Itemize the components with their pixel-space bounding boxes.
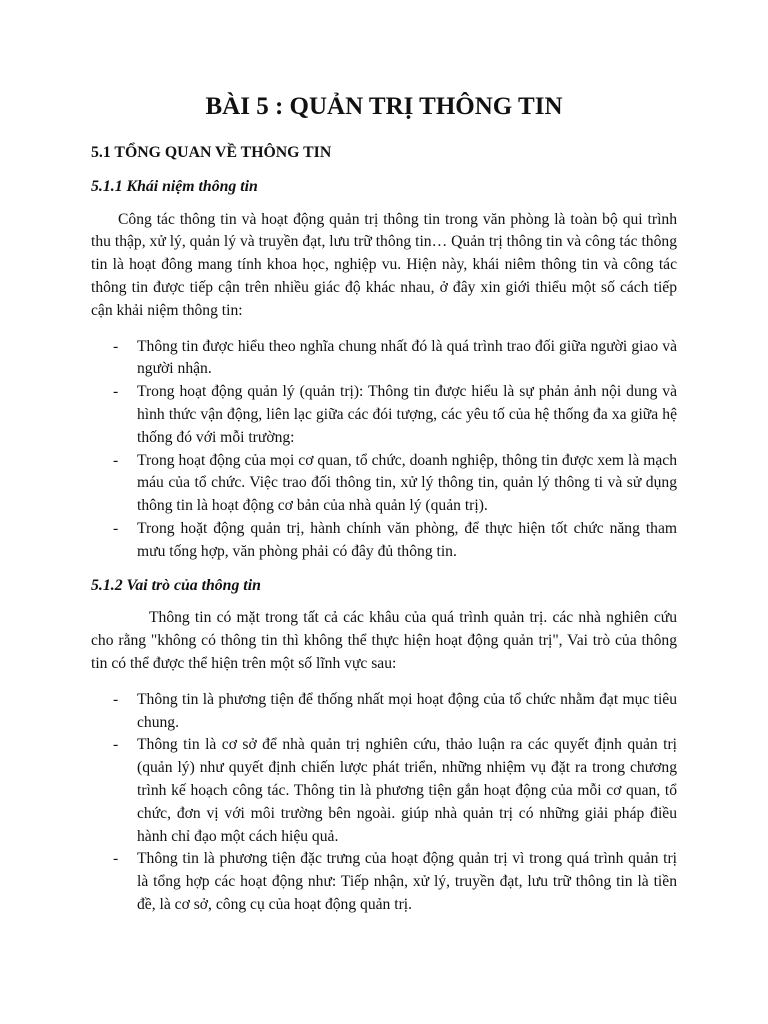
dash-bullet: - xyxy=(113,736,119,754)
dash-bullet: - xyxy=(113,451,119,469)
section-heading: 5.1 TỔNG QUAN VỀ THÔNG TIN xyxy=(91,144,332,161)
dash-bullet: - xyxy=(113,519,119,537)
paragraph-intro-1: Công tác thông tin và hoạt động quản trị thông tin trong văn phòng là toàn bộ qui trình thu thập, xử lý, quản lý và truyền đạt, lưu trữ thông tin… Quản trị thông tin và công tác thông tin là hoạt đông mang tính khoa học, nghiệp vu. Hiện này, khái niêm thông tin và công tác thông tin được tiếp cận trên nhiều giác độ khác nhau, ở đây xin giới thiểu một số cách tiếp cận khải niệm thông tin: xyxy=(91,210,677,319)
dash-bullet: - xyxy=(113,850,119,868)
subsection-heading-1: 5.1.1 Khái niệm thông tin xyxy=(91,177,258,195)
dash-bullet: - xyxy=(113,337,119,355)
list-item-text: Trong hoạt động của mọi cơ quan, tổ chức, doanh nghiệp, thông tin được xem là mạch máu của tổ chức. Việc trao đối thông tin, xử lý thông tin, quản lý thông ti và sử dụng thông tin là hoạt động cơ bản của nhà quản lý (quản trị). xyxy=(137,451,677,515)
paragraph-intro-2: Thông tin có mặt trong tất cả các khâu của quá trình quản trị. các nhà nghiên cứu cho rằng "không có thông tin thì không thể thực hiện hoạt động quản trị", Vai trò của thông tin có thể được thể hiện trên một số lĩnh vực sau: xyxy=(91,609,677,672)
list-item-text: Trong hoạt động quản lý (quản trị): Thông tin được hiểu là sự phản ảnh nội dung và hình thức vận động, liên lạc giữa các đói tượng, các yêu tố của hệ thống đa xa giữa hệ thống đó với mỗi trường: xyxy=(137,383,677,446)
list-item-text: Thông tin là phương tiện đặc trưng của hoạt động quản trị vì trong quá trình quản trị là tổng hợp các hoạt động như: Tiếp nhận, xử lý, truyền đạt, lưu trữ thông tin là tiền đề, là cơ sở, công cụ của hoạt động quản trị. xyxy=(137,850,677,913)
dash-bullet: - xyxy=(113,690,119,708)
list-item xyxy=(91,734,677,848)
bullet-list-1 xyxy=(91,336,677,564)
bullet-list-2 xyxy=(91,689,677,917)
list-item xyxy=(91,381,677,449)
list-item-text: Thông tin là phương tiện để thống nhất mọi hoạt động của tổ chức nhằm đạt mục tiêu chung. xyxy=(137,690,677,731)
list-item xyxy=(91,848,677,916)
list-item xyxy=(91,336,677,382)
list-item-text: Thông tin được hiểu theo nghĩa chung nhất đó là quá trình trao đối giữa người giao và người nhận. xyxy=(137,337,677,378)
list-item-text: Trong hoặt động quản trị, hành chính văn phòng, để thực hiện tốt chức năng tham mưu tống hợp, văn phòng phải có đây đủ thông tin. xyxy=(137,519,677,560)
list-item xyxy=(91,450,677,518)
dash-bullet: - xyxy=(113,383,119,401)
list-item-text: Thông tin là cơ sở để nhà quản trị nghiên cứu, thảo luận ra các quyết định quản trị (quản lý) như quyết định chiến lược phát triển, những nhiệm vụ đặt ra trong chương trình kế hoạch công tác. Thông tin là phương tiện gắn hoạt động của mỗi cơ quan, tổ chức, đơn vị với môi trường bên ngoài. giúp nhà quản trị có những giải pháp điều hành chỉ đạo một cách hiệu quả. xyxy=(137,736,677,845)
subsection-heading-2: 5.1.2 Vai trò của thông tin xyxy=(91,576,261,594)
page-title: BÀI 5 : QUẢN TRỊ THÔNG TIN xyxy=(205,93,563,120)
list-item xyxy=(91,518,677,564)
list-item xyxy=(91,689,677,735)
